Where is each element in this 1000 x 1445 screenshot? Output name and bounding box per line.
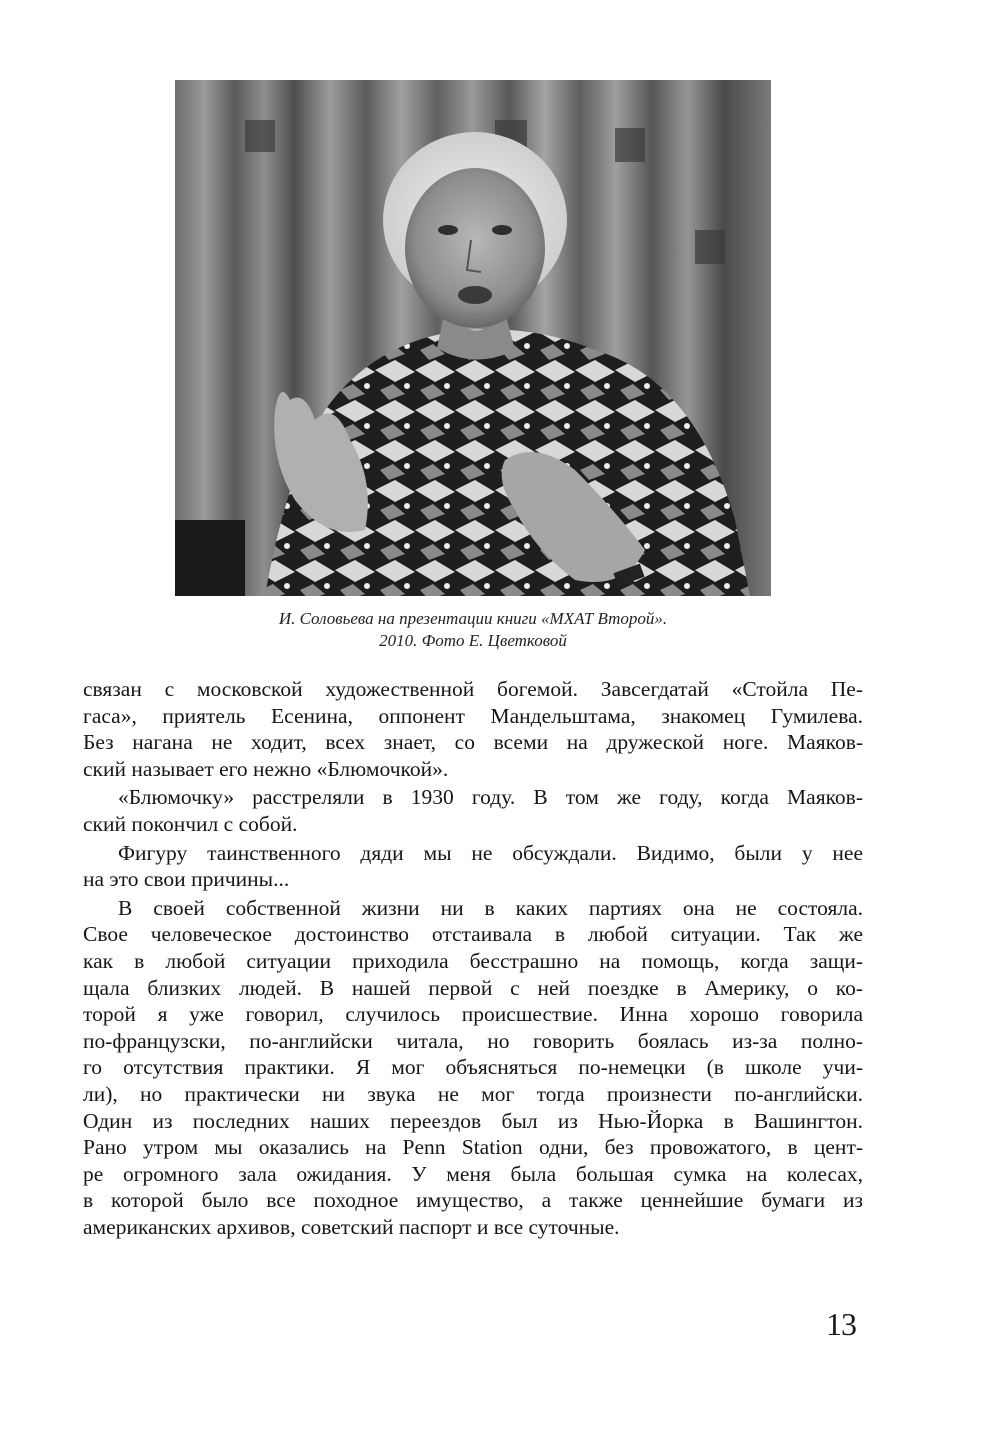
text-line: гаса», приятель Есенина, оппонент Мандельштама, знакомец Гумилева. [83,703,863,728]
text-line: ре огромного зала ожидания. У меня была большая сумка на колесах, [83,1161,863,1186]
text-line: го отсутствия практики. Я мог объясняться по-немецки (в школе учи- [83,1055,863,1080]
text-line: «Блюмочку» расстреляли в 1930 году. В том же году, когда Маяков- [118,785,863,810]
text-line: щала близких людей. В нашей первой с ней поездке в Америку, о ко- [83,975,863,1000]
text-line: Свое человеческое достоинство отстаивала в любой ситуации. Так же [83,922,863,947]
text-line: Без нагана не ходит, всех знает, со всеми на дружеской ноге. Маяков- [83,730,863,755]
paragraph-3 [83,840,863,893]
paragraph-4 [83,895,863,1241]
text-line: связан с московской художественной богемой. Завсегдатай «Стойла Пе- [83,677,863,701]
text-line: Один из последних наших переездов был из Нью-Йорка в Вашингтон. [83,1108,863,1133]
text-line: на это свои причины... [83,867,290,892]
caption-line-1: И. Соловьева на презентации книги «МХАТ Второй». [278,609,668,628]
text-line: в которой было все походное имущество, а также ценнейшие бумаги из [83,1188,863,1213]
text-line: ли), но практически ни звука не мог тогда произнести по-английски. [83,1081,863,1106]
text-line: Фигуру таинственного дяди мы не обсуждали. Видимо, были у нее [118,840,863,865]
portrait-photo [175,80,771,596]
paragraph-2 [83,784,863,837]
text-line: американских архивов, советский паспорт и все суточные. [83,1214,620,1239]
text-line: как в любой ситуации приходила бесстрашно на помощь, когда защи- [83,948,863,973]
body-text [83,676,863,1242]
paragraph-1 [83,676,863,782]
text-line: торой я уже говорил, случилось происшествие. Инна хорошо говорила [83,1002,863,1027]
figure-caption [175,608,771,652]
text-line: Рано утром мы оказались на Penn Station одни, без провожатого, в цент- [83,1135,863,1160]
text-line: по-французски, по-английски читала, но говорить боялась из-за полно- [83,1028,863,1053]
page-number: 13 [826,1306,856,1342]
caption-line-2: 2010. Фото Е. Цветковой [379,631,567,650]
text-line: ский называет его нежно «Блюмочкой». [83,756,449,781]
text-line: В своей собственной жизни ни в каких партиях она не состояла. [118,895,863,920]
text-line: ский покончил с собой. [83,811,298,836]
